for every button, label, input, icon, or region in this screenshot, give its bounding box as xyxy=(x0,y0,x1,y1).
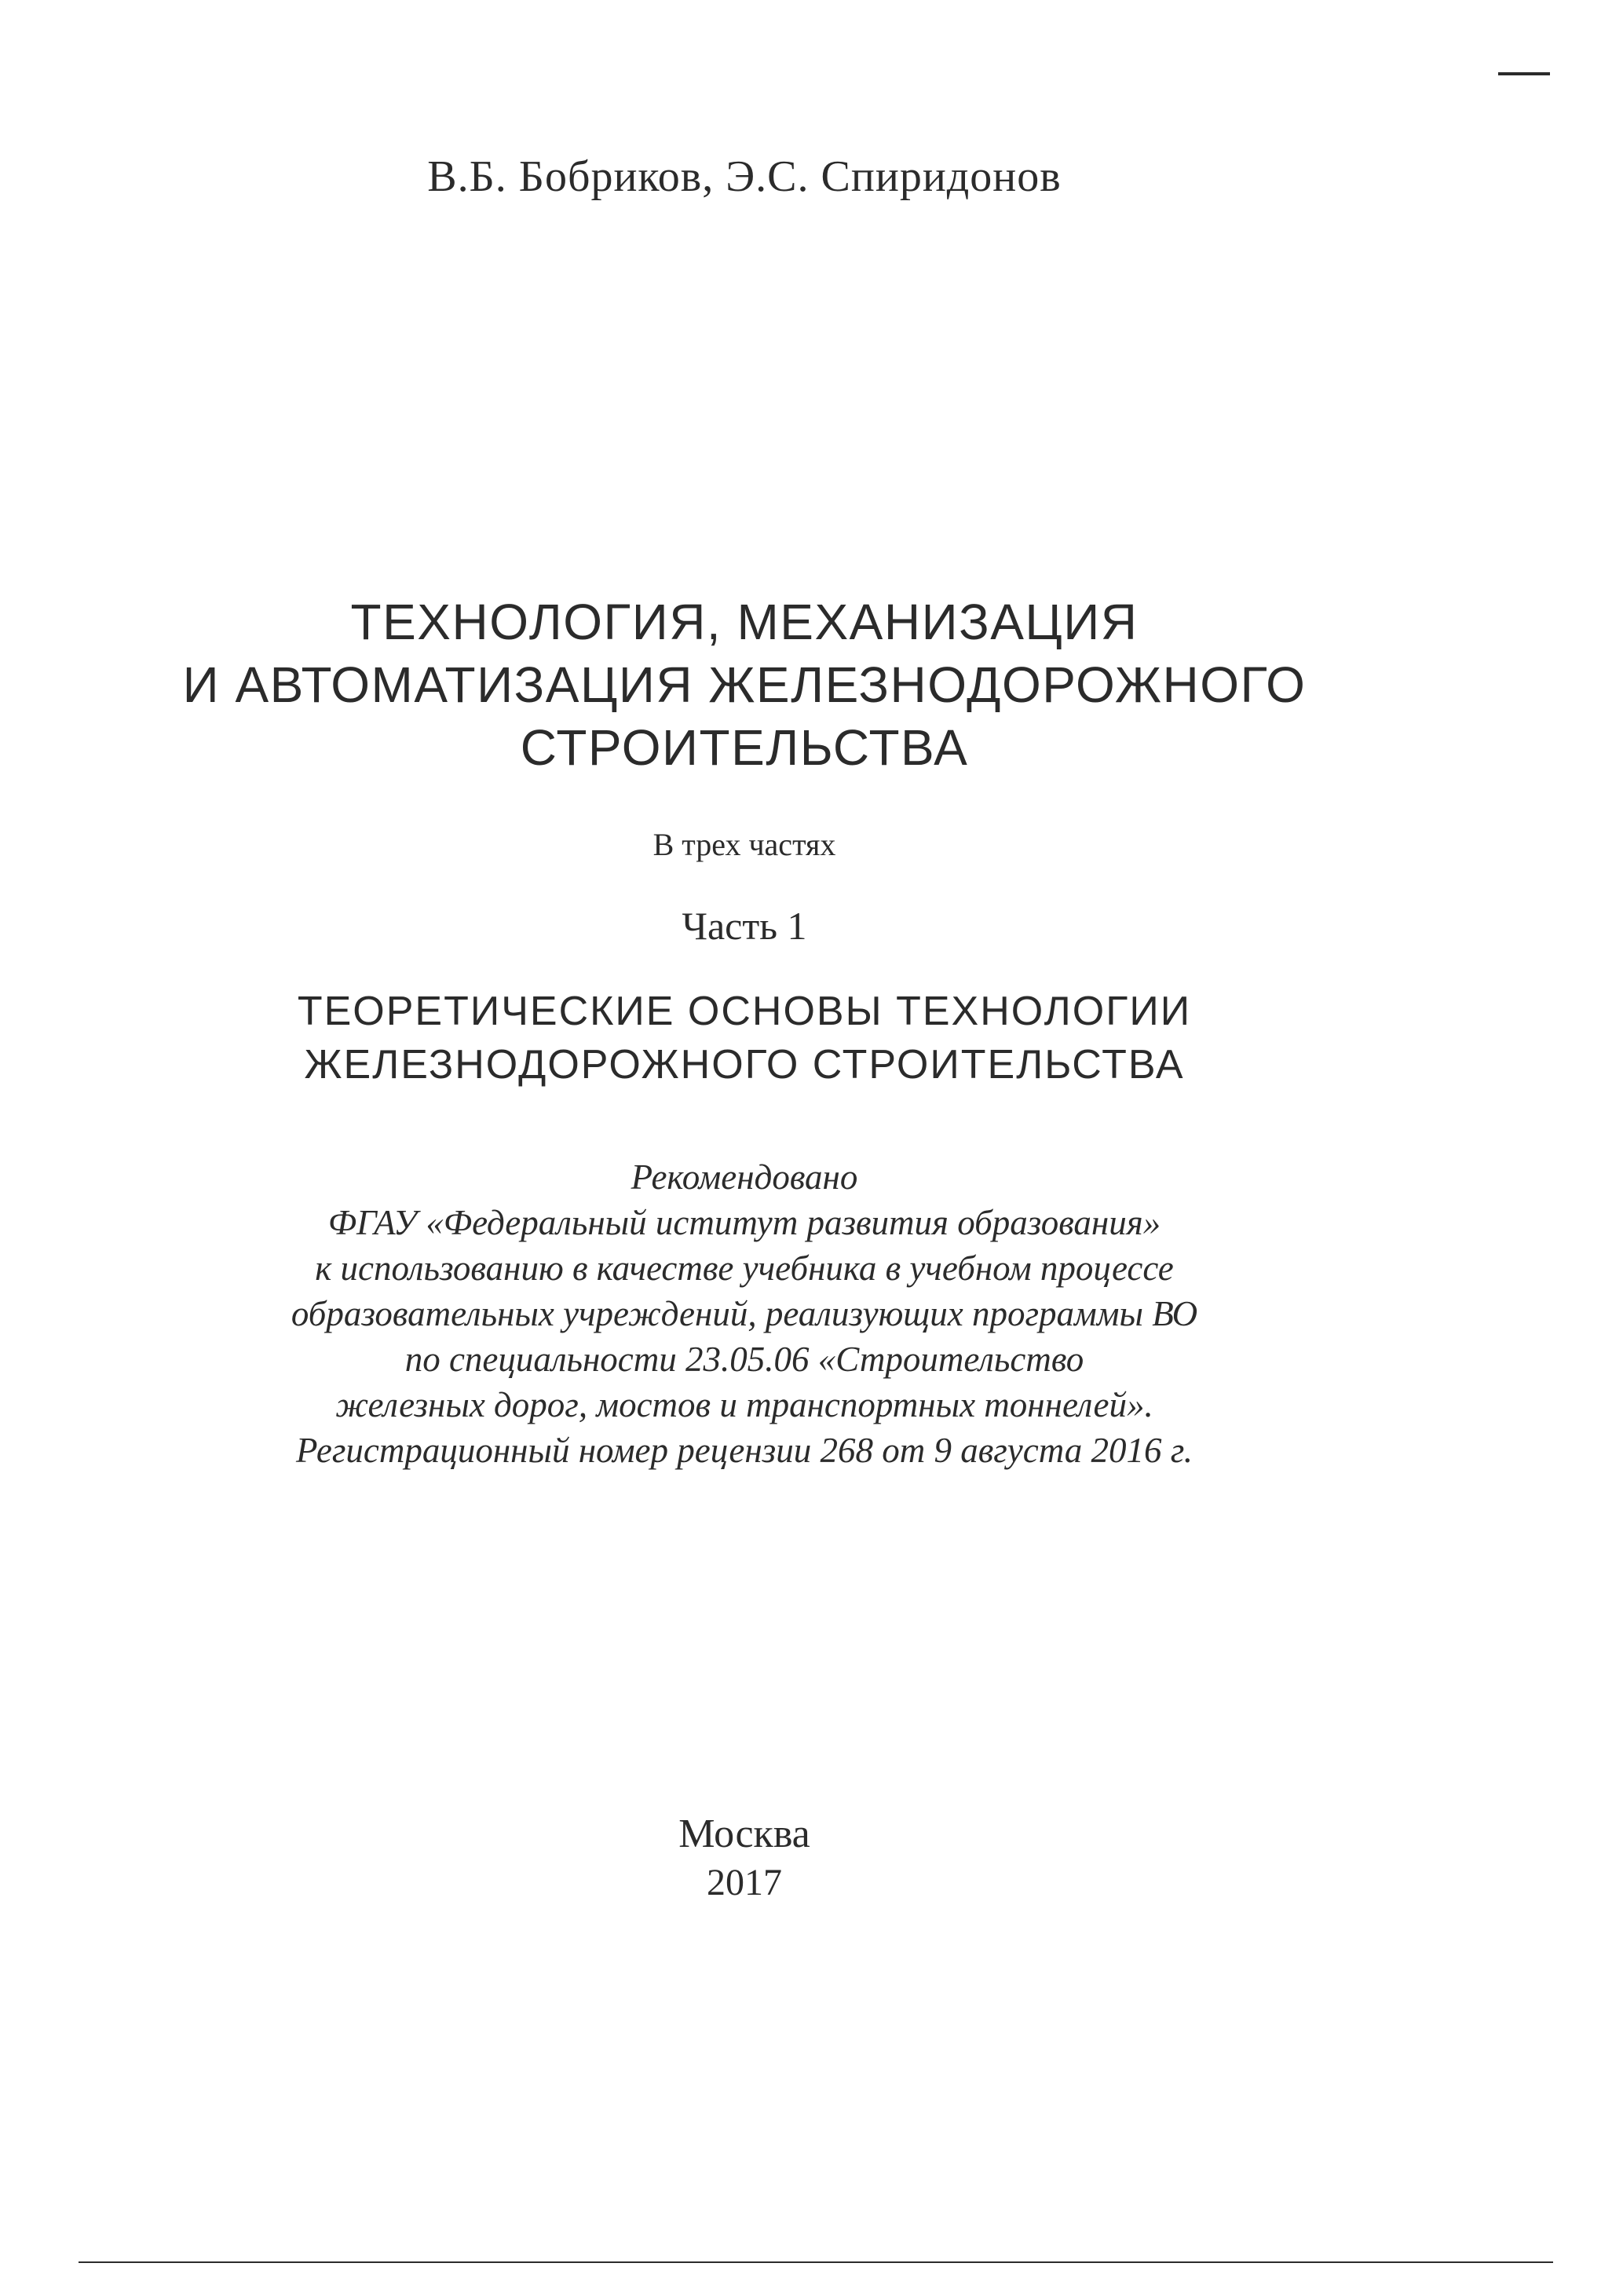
part-subtitle xyxy=(0,985,1489,1091)
parts-note: В трех частях xyxy=(652,827,836,862)
part-subtitle-line: ТЕОРЕТИЧЕСКИЕ ОСНОВЫ ТЕХНОЛОГИИ xyxy=(297,989,1192,1034)
recommendation-line: к использованию в качестве учебника в учебном процессе xyxy=(315,1249,1174,1288)
recommendation-line: по специальности 23.05.06 «Строительство xyxy=(404,1340,1084,1379)
bottom-divider xyxy=(79,2261,1553,2263)
recommendation-block xyxy=(0,1154,1489,1473)
recommendation-line: железных дорог, мостов и транспортных тоннелей». xyxy=(335,1385,1153,1424)
publication-year: 2017 xyxy=(707,1862,782,1903)
authors: В.Б. Бобриков, Э.С. Спиридонов xyxy=(427,152,1062,201)
recommendation-line: Регистрационный номер рецензии 268 от 9 августа 2016 г. xyxy=(295,1431,1193,1470)
book-title xyxy=(0,590,1489,779)
recommendation-line: ФГАУ «Федеральный иститут развития образования» xyxy=(327,1203,1161,1242)
part-number: Часть 1 xyxy=(682,904,807,948)
recommendation-line: образовательных учреждений, реализующих программы ВО xyxy=(291,1294,1198,1333)
recommendation-line: Рекомендовано xyxy=(631,1157,858,1197)
book-title-line: И АВТОМАТИЗАЦИЯ ЖЕЛЕЗНОДОРОЖНОГО xyxy=(182,656,1307,713)
book-title-line: ТЕХНОЛОГИЯ, МЕХАНИЗАЦИЯ xyxy=(350,594,1139,650)
book-title-line: СТРОИТЕЛЬСТВА xyxy=(520,719,969,776)
publication-city: Москва xyxy=(678,1812,810,1856)
corner-dash-mark xyxy=(1498,72,1550,75)
part-subtitle-line: ЖЕЛЕЗНОДОРОЖНОГО СТРОИТЕЛЬСТВА xyxy=(304,1042,1185,1088)
